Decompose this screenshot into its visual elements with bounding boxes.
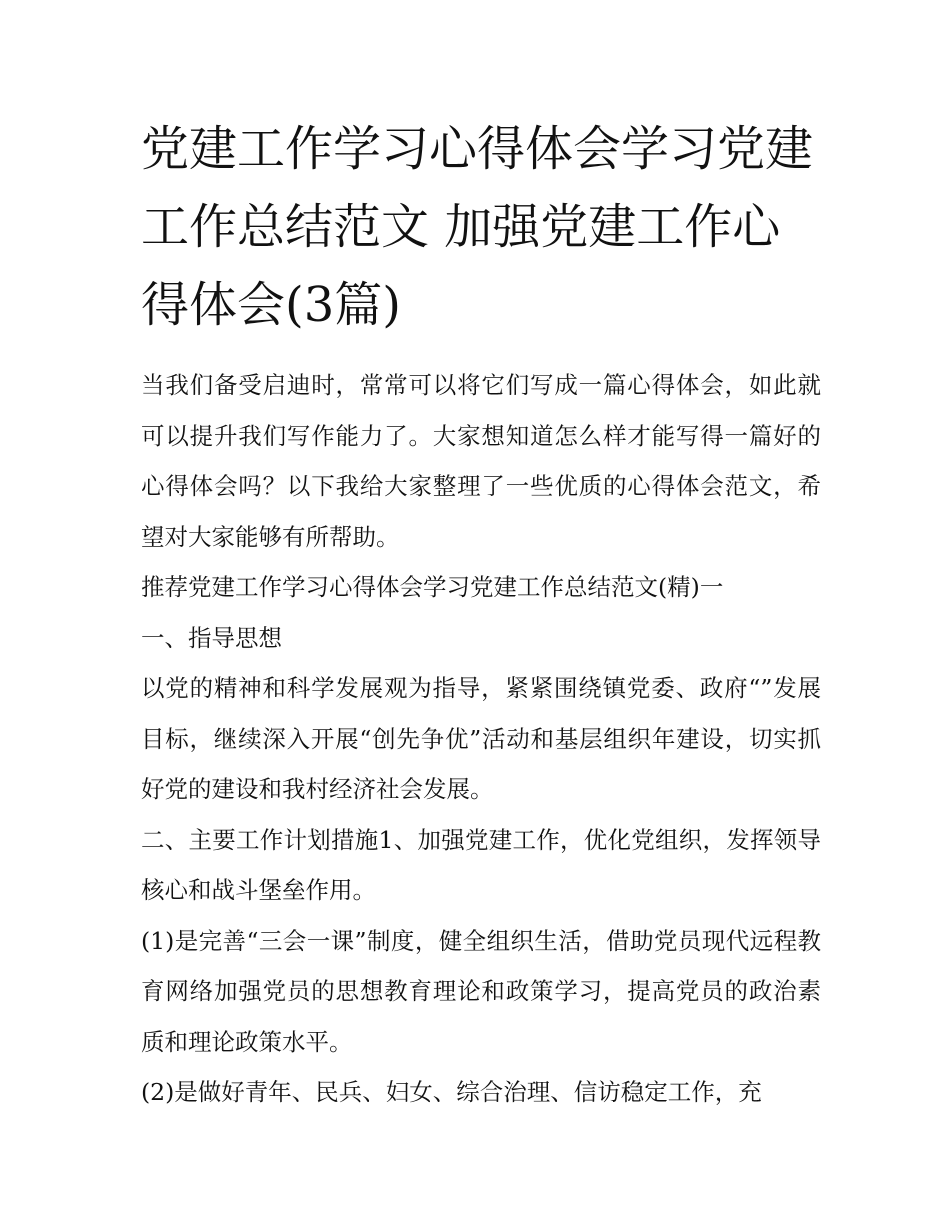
work-plan-paragraph: 二、主要工作计划措施1、加强党建工作，优化党组织，发挥领导核心和战斗堡垒作用。 (141, 825, 821, 904)
section-heading-guiding-thought: 一、指导思想 (141, 623, 282, 652)
guiding-thought-paragraph: 以党的精神和科学发展观为指导，紧紧围绕镇党委、政府“”发展目标，继续深入开展“创先争优”活动和基层组织年建设，切实抓好党的建设和我村经济社会发展。 (141, 674, 821, 803)
document-title: 党建工作学习心得体会学习党建工作总结范文 加强党建工作心得体会(3篇) (141, 121, 814, 333)
intro-paragraph: 当我们备受启迪时，常常可以将它们写成一篇心得体会，如此就可以提升我们写作能力了。大家想知道怎么样才能写得一篇好的心得体会吗？以下我给大家整理了一些优质的心得体会范文，希望对大家能够有所帮助。 (141, 371, 821, 551)
item-2-paragraph: (2)是做好青年、民兵、妇女、综合治理、信访稳定工作，充 (141, 1078, 762, 1106)
item-1-paragraph: (1)是完善“三会一课”制度，健全组织生活，借助党员现代远程教育网络加强党员的思想教育理论和政策学习，提高党员的政治素质和理论政策水平。 (141, 926, 821, 1056)
section-heading-recommend: 推荐党建工作学习心得体会学习党建工作总结范文(精)一 (141, 573, 724, 601)
document-page (141, 110, 821, 1118)
